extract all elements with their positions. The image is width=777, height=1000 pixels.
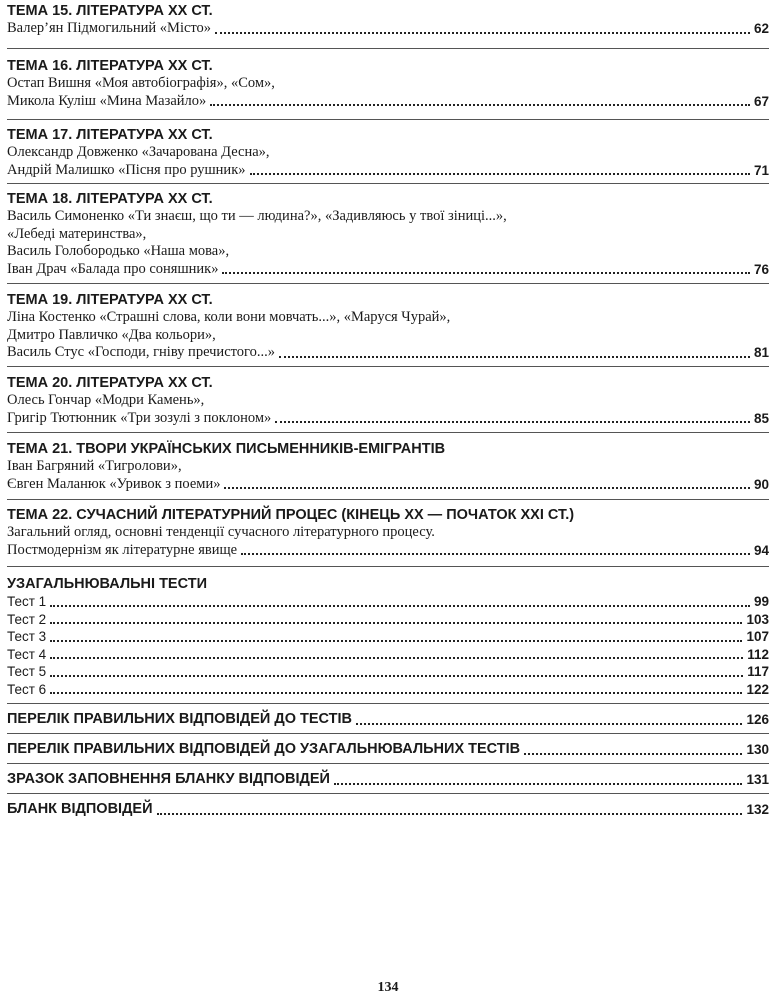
- page-ref: 107: [746, 629, 769, 644]
- page-ref: 122: [746, 681, 769, 697]
- entry-text: Григір Тютюнник «Три зозулі з поклоном»: [7, 409, 272, 426]
- page-ref: 126: [746, 712, 769, 727]
- page-ref: 130: [746, 742, 769, 757]
- dot-leader: [210, 103, 750, 106]
- page-ref: 71: [753, 162, 769, 178]
- section-divider: [7, 366, 769, 367]
- toc-section-19: [7, 292, 769, 362]
- dot-leader: [50, 604, 750, 607]
- toc-entry: [7, 344, 769, 362]
- toc-section-18: [7, 191, 769, 278]
- toc-entry: [7, 261, 769, 279]
- entry-text: Тест 1: [7, 594, 47, 609]
- dot-leader: [334, 782, 743, 785]
- entry-text: Тест 6: [7, 681, 47, 697]
- toc-entry: [7, 611, 769, 629]
- toc-section-22: [7, 507, 769, 559]
- section-heading: УЗАГАЛЬНЮВАЛЬНІ ТЕСТИ: [7, 576, 207, 592]
- entry-line: Ліна Костенко «Страшні слова, коли вони мовчать...», «Маруся Чурай»,: [7, 309, 451, 325]
- toc-entry: [7, 162, 769, 180]
- toc-entry: [7, 628, 769, 646]
- page-ref: 117: [747, 664, 769, 679]
- section-heading: ТЕМА 18. ЛІТЕРАТУРА ХХ СТ.: [7, 191, 213, 207]
- toc-entry: [7, 771, 769, 789]
- dot-leader: [279, 355, 750, 358]
- entry-text: БЛАНК ВІДПОВІДЕЙ: [7, 801, 153, 817]
- section-heading: ТЕМА 21. ТВОРИ УКРАЇНСЬКИХ ПИСЬМЕННИКІВ-ЕМІГРАНТІВ: [7, 441, 446, 457]
- toc-appendix-1: [7, 711, 769, 729]
- entry-text: Микола Куліш «Мина Мазайло»: [7, 92, 207, 109]
- entry-text: Валер’ян Підмогильний «Місто»: [7, 20, 212, 36]
- entry-text: Василь Стус «Господи, гніву пречистого...»: [7, 344, 275, 360]
- section-divider: [7, 703, 769, 704]
- section-heading: ТЕМА 16. ЛІТЕРАТУРА ХХ СТ.: [7, 58, 213, 74]
- toc-section-15: [7, 3, 769, 38]
- dot-leader: [356, 722, 742, 725]
- entry-text: Постмодернізм як літературне явище: [7, 541, 238, 558]
- toc-section-20: [7, 375, 769, 427]
- page-ref: 62: [753, 21, 769, 36]
- toc-entry: [7, 93, 769, 111]
- section-heading: ТЕМА 20. ЛІТЕРАТУРА ХХ СТ.: [7, 375, 213, 391]
- entry-text: Тест 2: [7, 611, 47, 627]
- dot-leader: [50, 674, 743, 677]
- toc-appendix-4: [7, 801, 769, 819]
- page-ref: 112: [747, 646, 769, 662]
- page-ref: 90: [753, 476, 769, 492]
- toc-appendix-3: [7, 771, 769, 789]
- entry-line: Іван Багряний «Тигролови»,: [7, 458, 182, 474]
- page-ref: 94: [753, 542, 769, 558]
- toc-entry: [7, 646, 769, 664]
- dot-leader: [224, 486, 750, 489]
- toc-section-16: [7, 58, 769, 110]
- entry-line: Василь Симоненко «Ти знаєш, що ти — людина?», «Задивляюсь у твої зіниці...»,: [7, 208, 507, 224]
- entry-line: Загальний огляд, основні тенденції сучасного літературного процесу.: [7, 524, 435, 540]
- page-ref: 132: [746, 802, 769, 817]
- toc-entry: [7, 593, 769, 611]
- entry-line: Олександр Довженко «Зачарована Десна»,: [7, 144, 270, 160]
- page-ref: 76: [753, 261, 769, 277]
- entry-text: Тест 3: [7, 629, 47, 644]
- toc-tests-section: [7, 576, 769, 698]
- section-divider: [7, 48, 769, 49]
- toc-section-21: [7, 441, 769, 493]
- toc-entry: [7, 681, 769, 699]
- section-divider: [7, 283, 769, 284]
- section-divider: [7, 119, 769, 120]
- section-divider: [7, 499, 769, 500]
- toc-entry: [7, 20, 769, 38]
- dot-leader: [250, 172, 750, 175]
- entry-line: Олесь Гончар «Модри Камень»,: [7, 392, 205, 408]
- entry-text: ПЕРЕЛІК ПРАВИЛЬНИХ ВІДПОВІДЕЙ ДО УЗАГАЛЬНЮВАЛЬНИХ ТЕСТІВ: [7, 741, 521, 757]
- section-divider: [7, 763, 769, 764]
- page-ref: 103: [746, 611, 769, 627]
- dot-leader: [50, 691, 742, 694]
- toc-section-17: [7, 127, 769, 179]
- section-heading: ТЕМА 17. ЛІТЕРАТУРА ХХ СТ.: [7, 127, 213, 143]
- entry-text: Тест 5: [7, 664, 47, 679]
- toc-entry: [7, 542, 769, 560]
- dot-leader: [222, 271, 750, 274]
- entry-text: ПЕРЕЛІК ПРАВИЛЬНИХ ВІДПОВІДЕЙ ДО ТЕСТІВ: [7, 711, 353, 727]
- toc-entry: [7, 741, 769, 759]
- dot-leader: [50, 621, 742, 624]
- dot-leader: [215, 31, 750, 34]
- entry-line: Остап Вишня «Моя автобіографія», «Сом»,: [7, 75, 275, 91]
- section-divider: [7, 733, 769, 734]
- section-divider: [7, 432, 769, 433]
- dot-leader: [157, 812, 743, 815]
- entry-text: Тест 4: [7, 646, 47, 662]
- dot-leader: [275, 420, 750, 423]
- toc-appendix-2: [7, 741, 769, 759]
- page-ref: 99: [753, 594, 769, 609]
- dot-leader: [50, 639, 742, 642]
- toc-entry: [7, 663, 769, 681]
- entry-text: Іван Драч «Балада про соняшник»: [7, 260, 219, 277]
- dot-leader: [524, 752, 742, 755]
- section-heading: ТЕМА 19. ЛІТЕРАТУРА ХХ СТ.: [7, 292, 213, 308]
- section-divider: [7, 183, 769, 184]
- toc-entry: [7, 801, 769, 819]
- toc-entry: [7, 410, 769, 428]
- page-number: 134: [377, 980, 399, 995]
- entry-text: ЗРАЗОК ЗАПОВНЕННЯ БЛАНКУ ВІДПОВІДЕЙ: [7, 771, 330, 787]
- section-heading: ТЕМА 15. ЛІТЕРАТУРА ХХ СТ.: [7, 3, 213, 19]
- page-ref: 131: [746, 772, 769, 787]
- entry-line: Дмитро Павличко «Два кольори»,: [7, 326, 216, 343]
- page-ref: 67: [753, 93, 769, 109]
- dot-leader: [241, 552, 750, 555]
- toc-entry: [7, 711, 769, 729]
- section-heading: ТЕМА 22. СУЧАСНИЙ ЛІТЕРАТУРНИЙ ПРОЦЕС (КІНЕЦЬ ХХ — ПОЧАТОК ХХІ СТ.): [7, 507, 575, 523]
- entry-line: «Лебеді материнства»,: [7, 225, 147, 242]
- dot-leader: [50, 656, 743, 659]
- entry-text: Євген Маланюк «Уривок з поеми»: [7, 475, 221, 492]
- page-ref: 81: [753, 345, 769, 360]
- section-divider: [7, 793, 769, 794]
- entry-line: Василь Голобородько «Наша мова»,: [7, 243, 230, 259]
- section-divider: [7, 566, 769, 567]
- page-ref: 85: [753, 410, 769, 426]
- entry-text: Андрій Малишко «Пісня про рушник»: [7, 161, 246, 178]
- toc-entry: [7, 476, 769, 494]
